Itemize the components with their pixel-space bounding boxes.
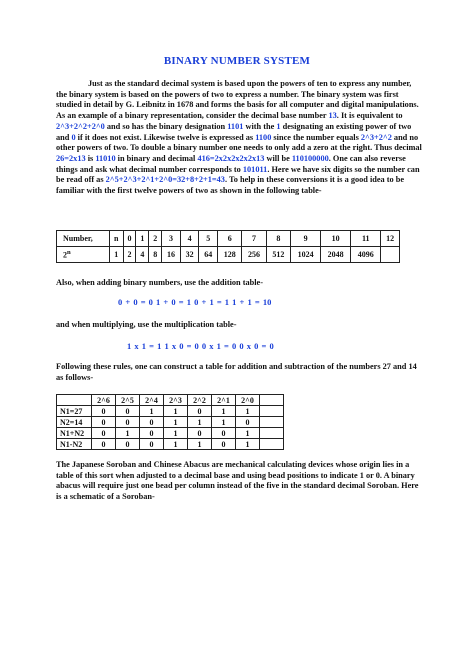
table-row xyxy=(57,231,400,247)
table-cell: 1 xyxy=(140,406,164,417)
table-cell: 1 xyxy=(136,231,149,247)
intro-text: Just as the standard decimal system is based upon the powers of ten to express any number, the binary system is based on the powers of two to express a number. The binary system was first studied in detail by G. Leibnitz in 1678 and forms the basis for all computer and digital manipulations. As an example of a binary representation, consider the decimal base number xyxy=(56,79,419,121)
table-cell: 0 xyxy=(92,428,116,439)
intro-paragraph xyxy=(56,79,422,197)
table-cell: 0 xyxy=(140,428,164,439)
intro-text: in binary and decimal xyxy=(115,153,198,163)
table-cell: n xyxy=(110,231,124,247)
multiplication-intro: and when multiplying, use the multiplication table- xyxy=(56,320,237,329)
table-cell xyxy=(260,417,284,428)
table-header-cell xyxy=(260,395,284,406)
table-cell: 12 xyxy=(381,231,400,247)
table-cell: 11 xyxy=(351,231,381,247)
table-cell: 6 xyxy=(218,231,242,247)
table-row xyxy=(57,406,284,417)
intro-text: and no other powers of two. To double a binary number one needs to only add a zero at the right. Thus decimal xyxy=(56,132,422,153)
table-cell: 64 xyxy=(199,247,218,263)
table-cell: 0 xyxy=(92,439,116,450)
table-cell: 2 xyxy=(149,231,162,247)
intro-text: is xyxy=(85,153,96,163)
table-cell: 4 xyxy=(180,231,199,247)
intro-text: if it does not exist. Likewise twelve is expressed as xyxy=(75,132,256,142)
binary-1100: 1100 xyxy=(255,132,272,142)
table-header-cell: 2^2 xyxy=(188,395,212,406)
table-cell: 10 xyxy=(321,231,351,247)
table-cell: 2 xyxy=(123,247,136,263)
power-exponent: n xyxy=(67,249,71,257)
powers-43: 2^5+2^3+2^1+2^0=32+8+2+1=43 xyxy=(105,175,225,185)
table-cell: 8 xyxy=(266,231,290,247)
table-cell: 1 xyxy=(188,417,212,428)
table-cell: 256 xyxy=(242,247,266,263)
table-cell: N1+N2 xyxy=(57,428,92,439)
table-cell: 4096 xyxy=(351,247,381,263)
table-cell: 0 xyxy=(92,406,116,417)
intro-text: . Here we have six digits so the number can be read off as xyxy=(56,164,420,185)
power-label: 2 xyxy=(63,250,67,260)
table-cell: 0 xyxy=(212,428,236,439)
table-row xyxy=(57,247,400,263)
table-row xyxy=(57,417,284,428)
powers-12: 2^3+2^2 xyxy=(360,132,392,142)
table-cell: 32 xyxy=(180,247,199,263)
table-cell: 1024 xyxy=(291,247,321,263)
table-cell: 5 xyxy=(199,231,218,247)
digit-0: 0 xyxy=(71,132,76,142)
table-header-cell: 2^0 xyxy=(236,395,260,406)
table-cell: 1 xyxy=(236,406,260,417)
table-cell: 0 xyxy=(116,417,140,428)
table-row xyxy=(57,439,284,450)
table-cell xyxy=(381,247,400,263)
multiplication-table: 1 x 1 = 1 1 x 0 = 0 0 x 1 = 0 0 x 0 = 0 xyxy=(127,341,274,351)
table-cell: 0 xyxy=(188,406,212,417)
binary-11010: 11010 xyxy=(95,153,116,163)
table-header-cell: 2^5 xyxy=(116,395,140,406)
table-cell: 9 xyxy=(291,231,321,247)
intro-text: with the xyxy=(243,121,277,131)
table-cell xyxy=(57,247,110,263)
binary-1101: 1101 xyxy=(227,121,244,131)
table-cell: N2=14 xyxy=(57,417,92,428)
intro-text: . To help in these conversions it is a good idea to be familiar with the first twelve powers of two as shown in the following table- xyxy=(56,175,405,196)
powers-13: 2^3+2^2+2^0 xyxy=(56,121,105,131)
powers-of-two-table xyxy=(56,230,400,263)
table-cell: 0 xyxy=(212,439,236,450)
table-cell: 8 xyxy=(149,247,162,263)
table-cell: 1 xyxy=(164,417,188,428)
table-cell xyxy=(260,439,284,450)
table-cell: 0 xyxy=(140,417,164,428)
table-cell: 512 xyxy=(266,247,290,263)
table-cell: 1 xyxy=(164,406,188,417)
table-header-cell: 2^1 xyxy=(212,395,236,406)
intro-text: since the number equals xyxy=(271,132,361,142)
table-cell: 1 xyxy=(164,428,188,439)
decimal-13: 13 xyxy=(328,111,337,121)
table-cell: 0 xyxy=(116,406,140,417)
intro-text: designating an existing power of two and xyxy=(56,121,412,142)
table-cell: 3 xyxy=(162,231,181,247)
table-cell xyxy=(260,406,284,417)
table-cell xyxy=(260,428,284,439)
table-cell: Number, xyxy=(57,231,110,247)
addition-intro: Also, when adding binary numbers, use the addition table- xyxy=(56,278,264,287)
table-cell: 2048 xyxy=(321,247,351,263)
digit-1: 1 xyxy=(276,121,281,131)
intro-text: . One can also reverse things and ask what decimal number corresponds to xyxy=(56,153,406,174)
rules-intro: Following these rules, one can construct a table for addition and subtraction of the numbers 27 and 14 as follows- xyxy=(56,362,417,382)
table-cell: 1 xyxy=(188,439,212,450)
abacus-paragraph: The Japanese Soroban and Chinese Abacus are mechanical calculating devices whose origin lies in a table of this sort when adjusted to a decimal base and using bead positions to indicate 1 or 0. A binary abacus will require just one bead per column instead of the five in the standard decimal Soroban. Here is a schematic of a Soroban- xyxy=(56,460,419,502)
table-cell: 1 xyxy=(236,439,260,450)
table-cell: 1 xyxy=(212,417,236,428)
binary-101011: 101011 xyxy=(242,164,268,174)
decimal-416: 416=2x2x2x2x2x13 xyxy=(197,153,265,163)
table-cell: 0 xyxy=(236,417,260,428)
decimal-26: 26=2x13 xyxy=(56,153,86,163)
addition-subtraction-table xyxy=(56,394,284,450)
table-cell: 4 xyxy=(136,247,149,263)
table-cell: 0 xyxy=(116,439,140,450)
table-cell: 16 xyxy=(162,247,181,263)
intro-text: and so has the binary designation xyxy=(104,121,228,131)
table-header-cell: 2^3 xyxy=(164,395,188,406)
table-cell: 1 xyxy=(164,439,188,450)
table-header-cell: 2^6 xyxy=(92,395,116,406)
table-cell: 0 xyxy=(123,231,136,247)
table-row xyxy=(57,395,284,406)
intro-text: . It is equivalent to xyxy=(336,111,403,121)
addition-table: 0 + 0 = 0 1 + 0 = 1 0 + 1 = 1 1 + 1 = 10 xyxy=(118,297,272,307)
table-header-cell: 2^4 xyxy=(140,395,164,406)
table-cell: 0 xyxy=(188,428,212,439)
binary-110100000: 110100000 xyxy=(291,153,329,163)
table-cell: 1 xyxy=(212,406,236,417)
page-title: BINARY NUMBER SYSTEM xyxy=(163,55,311,67)
table-header-cell xyxy=(57,395,92,406)
table-cell: 1 xyxy=(116,428,140,439)
table-cell: 128 xyxy=(218,247,242,263)
table-cell: N1-N2 xyxy=(57,439,92,450)
table-cell: 0 xyxy=(140,439,164,450)
table-cell: 1 xyxy=(236,428,260,439)
table-cell: 7 xyxy=(242,231,266,247)
table-row xyxy=(57,428,284,439)
intro-text: will be xyxy=(264,153,292,163)
table-cell: 1 xyxy=(110,247,124,263)
table-cell: 0 xyxy=(92,417,116,428)
table-cell: N1=27 xyxy=(57,406,92,417)
